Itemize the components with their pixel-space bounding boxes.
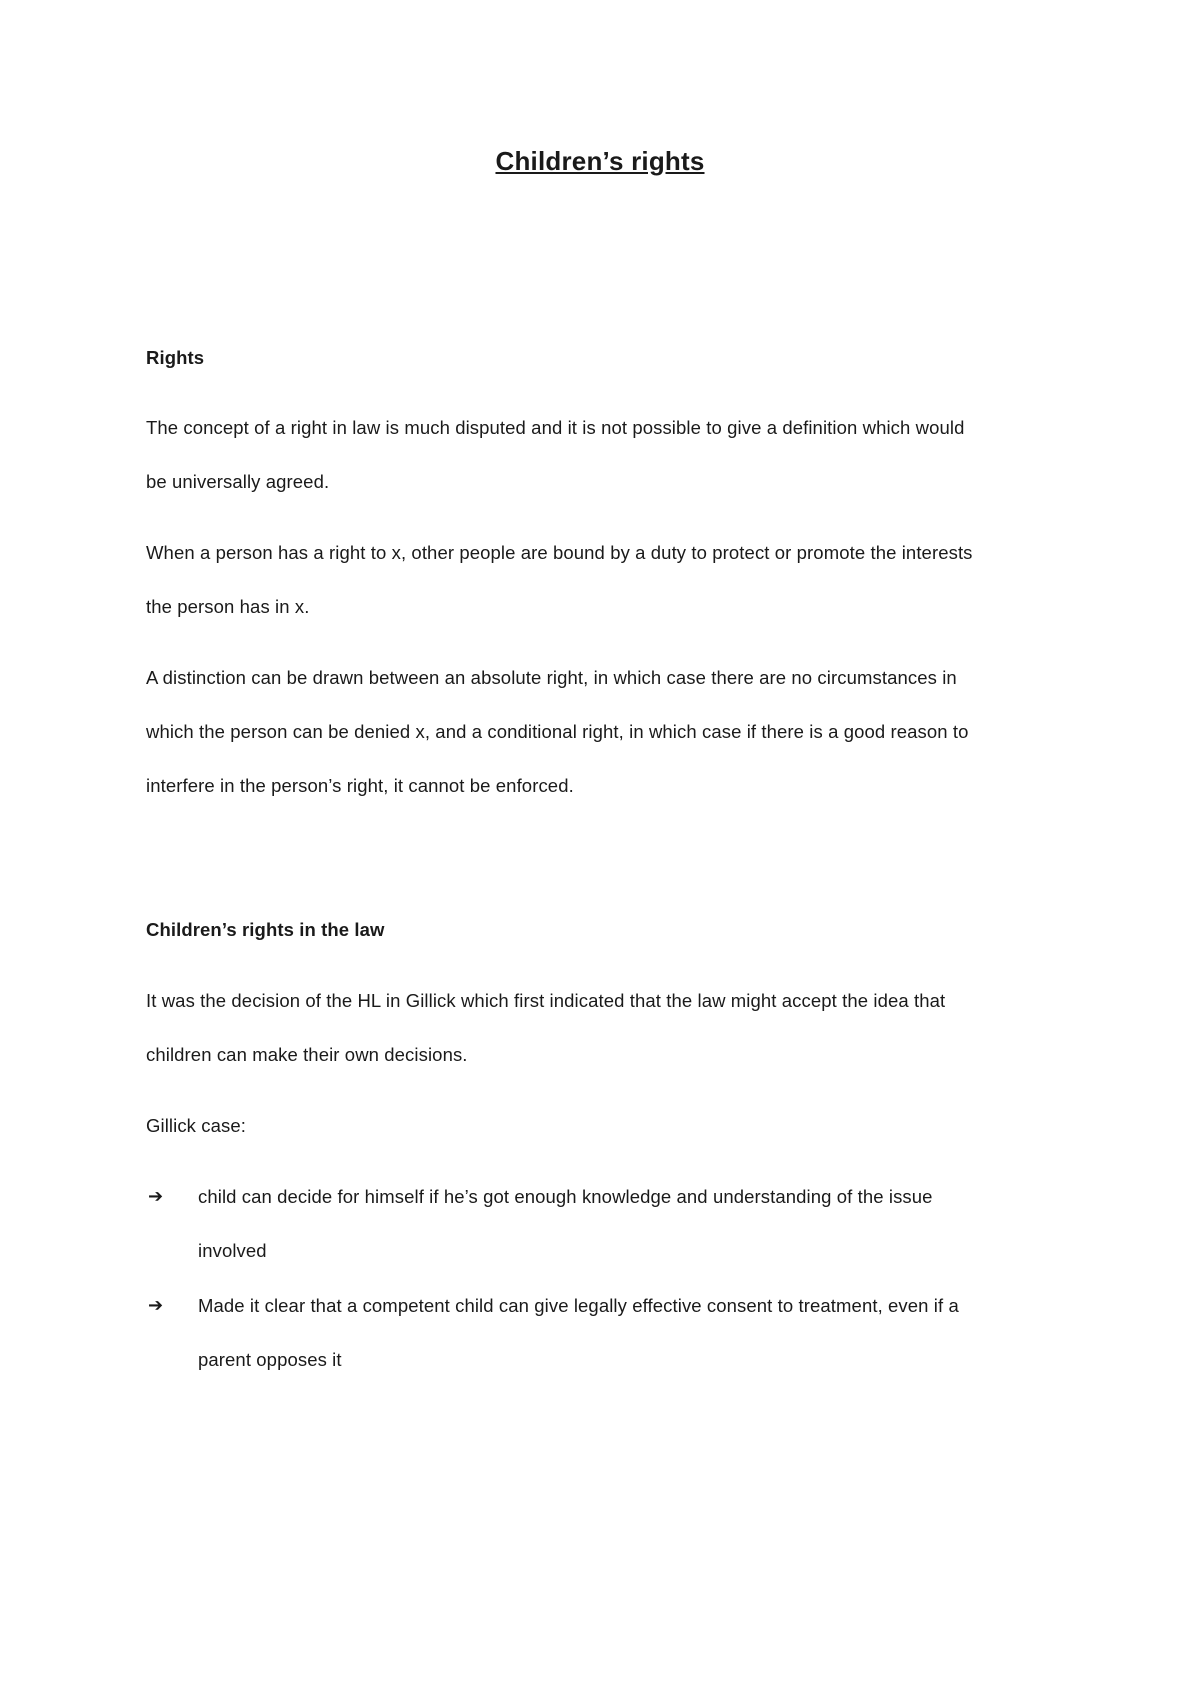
right-arrow-icon: ➔ <box>148 1186 164 1207</box>
paragraph-line: interfere in the person’s right, it cannot be enforced. <box>146 775 574 796</box>
paragraph-line: the person has in x. <box>146 596 310 617</box>
paragraph-line: A distinction can be drawn between an absolute right, in which case there are no circumstances in <box>146 667 957 688</box>
paragraph-line: The concept of a right in law is much disputed and it is not possible to give a definition which would <box>146 417 965 438</box>
paragraph-line: When a person has a right to x, other people are bound by a duty to protect or promote the interests <box>146 542 973 563</box>
paragraph-line: It was the decision of the HL in Gillick which first indicated that the law might accept the idea that <box>146 990 946 1011</box>
section-heading-childrens-rights-in-law: Children’s rights in the law <box>146 919 385 940</box>
page-title: Children’s rights <box>495 146 705 176</box>
bullet-item-line: child can decide for himself if he’s got enough knowledge and understanding of the issue <box>198 1186 933 1207</box>
bullet-item-line: parent opposes it <box>198 1349 342 1370</box>
right-arrow-icon: ➔ <box>148 1295 164 1316</box>
bullet-item-line: Made it clear that a competent child can give legally effective consent to treatment, even if a <box>198 1295 959 1316</box>
paragraph-line: Gillick case: <box>146 1115 246 1136</box>
bullet-item-line: involved <box>198 1240 267 1261</box>
section-heading-rights: Rights <box>146 347 205 368</box>
paragraph-line: which the person can be denied x, and a conditional right, in which case if there is a good reason to <box>146 721 969 742</box>
paragraph-line: be universally agreed. <box>146 471 330 492</box>
paragraph-line: children can make their own decisions. <box>146 1044 468 1065</box>
